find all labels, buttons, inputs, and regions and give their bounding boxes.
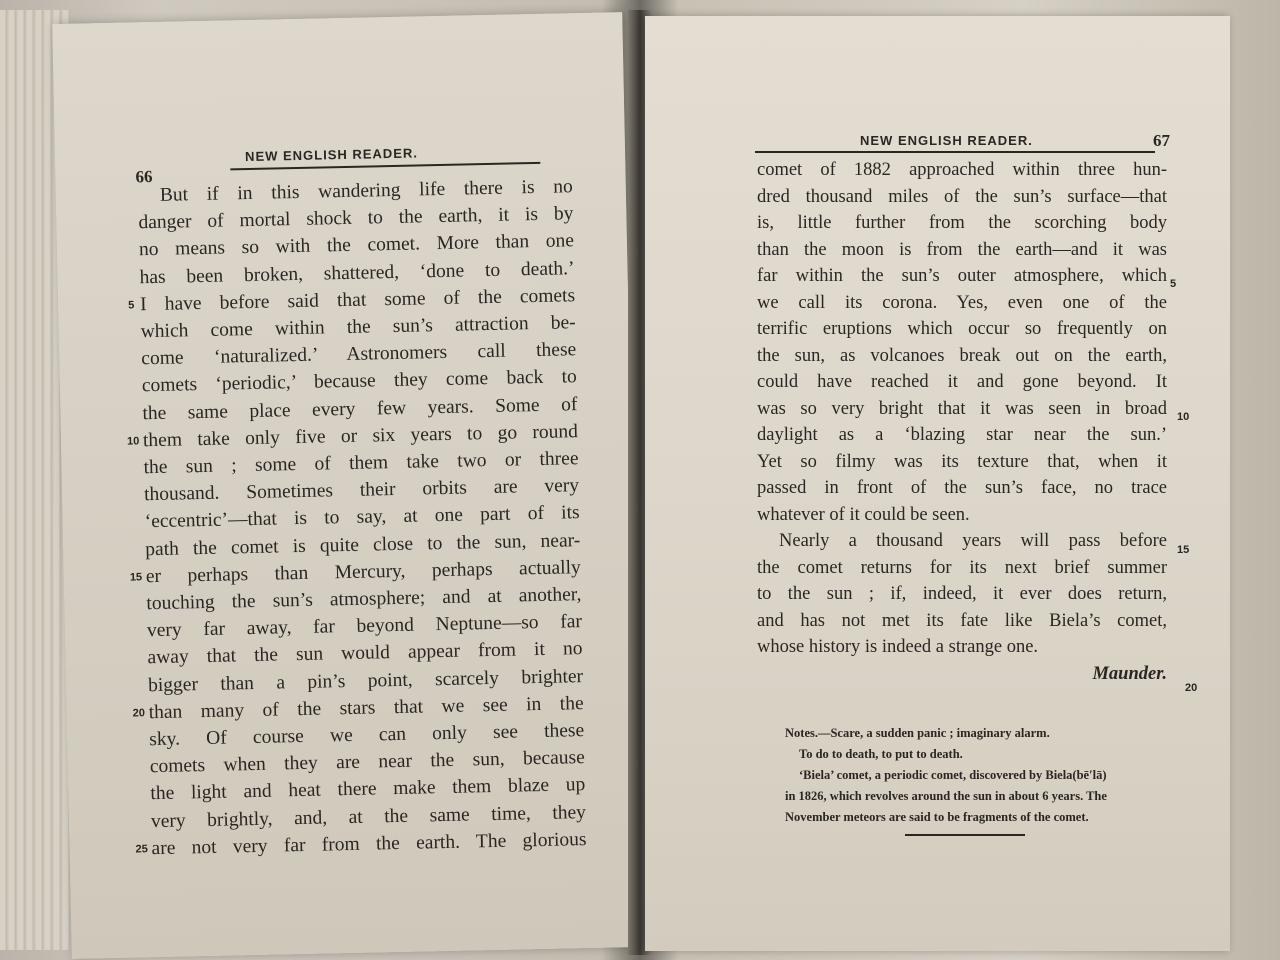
text-line: is, little further from the scorching body	[757, 213, 1167, 233]
line-marker: 20	[1185, 682, 1198, 694]
text-line: comets when they are near the sun, because	[149, 747, 585, 778]
author-attribution: Maunder.	[1092, 663, 1167, 684]
text-line: passed in front of the sun’s face, no trace	[757, 478, 1167, 498]
text-line: to the sun ; if, indeed, it ever does return,	[757, 584, 1167, 604]
text-line: sky. Of course we can only see these	[149, 720, 585, 751]
text-line: terrific eruptions which occur so frequently on	[757, 319, 1167, 339]
text-line: we call its corona. Yes, even one of the	[757, 292, 1167, 313]
text-line: er perhaps than Mercury, perhaps actually	[145, 556, 581, 588]
text-line: whose history is indeed a strange one.	[757, 637, 1039, 657]
footnote-line: To do to death, to put to death.	[799, 747, 963, 761]
header-rule	[755, 151, 1155, 153]
text-line: the sun, as volcanoes break out on the earth,	[757, 345, 1167, 366]
line-marker: 15	[1177, 544, 1190, 556]
line-marker: 15	[129, 571, 143, 584]
text-line: are not very far from the earth. The glorious	[151, 828, 587, 860]
right-running-title: NEW ENGLISH READER.	[860, 133, 1033, 148]
text-line: has been broken, shattered, ‘done to death.’	[139, 257, 575, 288]
text-line: daylight as a ‘blazing star near the sun.’	[757, 425, 1167, 445]
text-line: bigger than a pin’s point, scarcely brighter	[147, 665, 584, 696]
text-line: comet of 1882 approached within three hun-	[757, 160, 1167, 180]
text-line: Yet so filmy was its texture that, when it	[757, 451, 1167, 472]
text-line: very far away, far beyond Neptune—so far	[146, 611, 583, 642]
footnotes	[785, 723, 1180, 828]
right-page-number: 67	[1153, 131, 1170, 150]
text-line: ‘eccentric’—that is to say, at one part of its	[144, 502, 580, 533]
line-marker: 10	[126, 435, 140, 448]
line-marker: 5	[1170, 278, 1177, 290]
text-line: and has not met its fate like Biela’s comet,	[757, 610, 1167, 631]
footnote-line: ‘Biela’ comet, a periodic comet, discovered by Biela(bē′lā)	[799, 768, 1107, 782]
footnote-rule	[905, 834, 1025, 836]
right-page-text	[757, 157, 1167, 687]
text-line: Nearly a thousand years will pass before	[779, 531, 1167, 551]
text-line: the light and heat there make them blaze up	[150, 774, 586, 805]
line-marker: 25	[135, 843, 148, 856]
text-line: come ‘naturalized.’ Astronomers call these	[141, 339, 577, 370]
text-line: touching the sun’s atmosphere; and at another,	[146, 584, 582, 615]
footnote-line: November meteors are said to be fragments of the comet.	[785, 810, 1089, 824]
line-marker: 5	[128, 299, 135, 312]
left-page-number: 66	[135, 167, 153, 187]
text-line: far within the sun’s outer atmosphere, which	[757, 266, 1167, 286]
text-line: very brightly, and, at the same time, they	[150, 801, 587, 832]
text-line: the same place every few years. Some of	[142, 393, 578, 424]
left-page-header	[55, 127, 626, 187]
text-line: danger of mortal shock to the earth, it is by	[138, 203, 574, 234]
text-line: whatever of it could be seen.	[757, 504, 970, 525]
text-line: than many of the stars that we see in the	[148, 692, 584, 724]
text-line: than the moon is from the earth—and it was	[757, 239, 1167, 260]
left-running-title: NEW ENGLISH READER.	[244, 145, 419, 165]
text-line: path the comet is quite close to the sun, near-	[145, 529, 581, 560]
line-marker: 10	[1177, 411, 1190, 423]
left-page	[52, 12, 641, 959]
text-line: thousand. Sometimes their orbits are very	[143, 475, 580, 506]
text-line: them take only five or six years to go round	[142, 420, 579, 452]
footnote-line: Notes.—Scare, a sudden panic ; imaginary alarm.	[785, 726, 1050, 740]
text-line: could have reached it and gone beyond. It	[757, 372, 1167, 392]
text-line: no means so with the comet. More than one	[138, 230, 575, 261]
text-line: dred thousand miles of the sun’s surface—that	[757, 186, 1167, 207]
footnote-line: in 1826, which revolves around the sun in about 6 years. The	[785, 789, 1107, 803]
right-page	[645, 16, 1230, 951]
text-line: which come within the sun’s attraction be-	[140, 312, 576, 343]
text-line: I have before said that some of the comets	[139, 284, 576, 316]
line-marker: 20	[132, 707, 146, 720]
text-line: comets ‘periodic,’ because they come back to	[141, 366, 577, 397]
text-line: But if in this wandering life there is no	[159, 176, 574, 206]
text-line: the comet returns for its next brief summer	[757, 557, 1167, 578]
text-line: away that the sun would appear from it no	[147, 638, 583, 669]
text-line: was so very bright that it was seen in broad	[757, 398, 1167, 419]
left-page-text	[138, 173, 587, 862]
text-line: the sun ; some of them take two or three	[143, 448, 579, 479]
